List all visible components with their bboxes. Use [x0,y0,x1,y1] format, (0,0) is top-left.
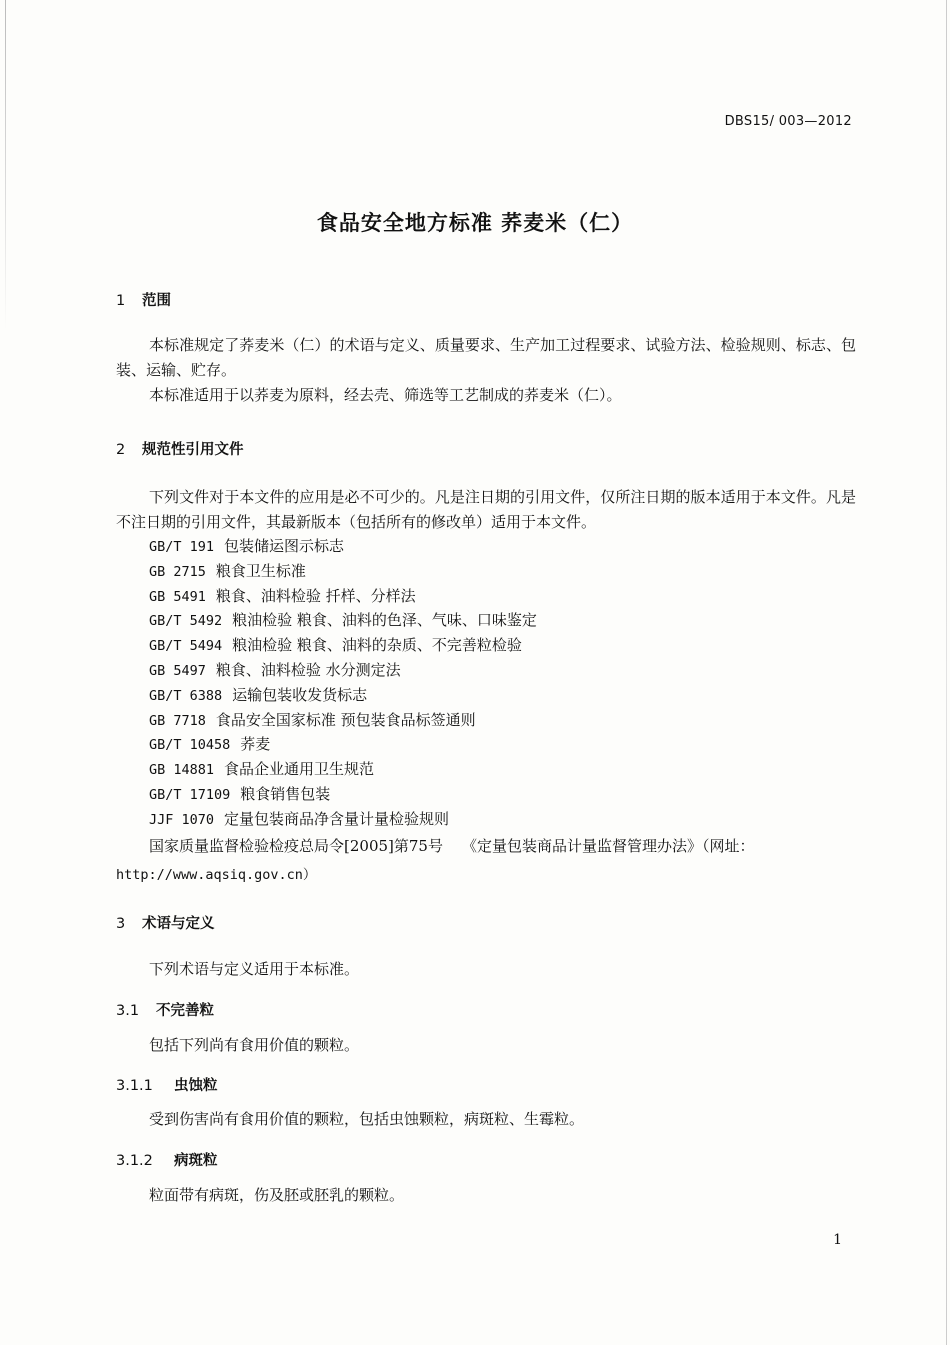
section-1-heading [116,289,171,310]
section-title: 规范性引用文件 [142,442,244,458]
regulation-title: 《定量包装商品计量监督管理办法》（网址： [462,837,755,855]
regulation-order: 国家质量监督检验检疫总局令[2005]第75号 [149,837,443,855]
reference-title: 荞麦 [240,735,271,754]
subsection-3-1-2-text: 粒面带有病斑，伤及胚或胚乳的颗粒。 [149,1186,405,1204]
reference-title: 食品企业通用卫生规范 [224,760,375,779]
reference-code: GB/T 191 [149,539,215,555]
regulation-reference [116,832,856,889]
reference-item [149,658,537,683]
section-title: 术语与定义 [142,916,215,932]
reference-item [149,608,537,633]
subsection-3-1-1-text: 受到伤害尚有食用价值的颗粒，包括虫蚀颗粒，病斑粒、生霉粒。 [149,1110,585,1128]
terms-intro: 下列术语与定义适用于本标准。 [149,960,360,978]
subsection-number: 3.1 [116,1003,140,1019]
reference-code: GB/T 17109 [149,786,231,803]
section-3-heading [116,912,215,933]
section-number: 3 [116,916,126,932]
reference-title: 粮油检验 粮食、油料的色泽、气味、口味鉴定 [232,611,537,630]
section-title: 范围 [142,293,171,309]
subsection-title: 不完善粒 [156,1003,214,1019]
reference-title: 粮食、油料检验 水分测定法 [215,660,401,679]
page-number: 1 [833,1232,842,1248]
reference-title: 粮食销售包装 [240,784,331,803]
reference-item [149,807,537,832]
subsection-3-1-2-heading [116,1149,218,1170]
section-2-heading [116,438,244,459]
standard-number: DBS15/ 003—2012 [724,114,852,129]
reference-list [149,534,537,832]
reference-item [149,757,537,782]
reference-item [149,683,537,708]
reference-title: 粮油检验 粮食、油料的杂质、不完善粒检验 [232,636,522,655]
reference-title: 定量包装商品净含量计量检验规则 [224,809,450,828]
reference-title: 包装储运图示标志 [224,537,345,555]
reference-code: GB/T 6388 [149,687,223,704]
reference-item [149,732,537,757]
reference-item [149,559,537,584]
reference-item [149,633,537,658]
subsection-3-1-heading [116,999,214,1020]
subsection-3-1-text: 包括下列尚有食用价值的颗粒。 [149,1036,360,1054]
reference-title: 粮食卫生标准 [215,561,306,580]
references-intro: 下列文件对于本文件的应用是必不可少的。凡是注日期的引用文件，仅所注日期的版本适用于本文件。凡是不注日期的引用文件，其最新版本（包括所有的修改单）适用于本文件。 [116,488,856,531]
reference-code: GB/T 10458 [149,737,231,754]
reference-item [149,534,537,559]
reference-code: GB 2715 [149,563,206,580]
subsection-title: 病斑粒 [174,1153,218,1169]
reference-code: GB 5497 [149,662,206,679]
reference-item [149,584,537,609]
subsection-3-1-1-heading [116,1074,218,1095]
reference-title: 食品安全国家标准 预包装食品标签通则 [215,710,476,729]
scan-binding-edge [5,0,6,330]
reference-code: GB 5491 [149,588,206,605]
reference-title: 运输包装收发货标志 [232,685,368,704]
subsection-title: 虫蚀粒 [174,1078,218,1094]
reference-item [149,708,537,733]
reference-code: JJF 1070 [149,811,215,828]
reference-code: GB 7718 [149,712,206,729]
section-number: 2 [116,442,126,458]
reference-code: GB 14881 [149,762,215,779]
reference-title: 粮食、油料检验 扦样、分样法 [215,586,416,605]
scan-right-edge [946,0,947,1345]
reference-code: GB/T 5494 [149,638,223,655]
scope-paragraph-2: 本标准适用于以荞麦为原料，经去壳、筛选等工艺制成的荞麦米（仁）。 [149,386,622,404]
reference-item [149,782,537,807]
reference-code: GB/T 5492 [149,613,223,630]
regulation-url: http://www.aqsiq.gov.cn） [116,867,317,883]
subsection-number: 3.1.1 [116,1078,153,1094]
scope-paragraph-1: 本标准规定了荞麦米（仁）的术语与定义、质量要求、生产加工过程要求、试验方法、检验规则、标志、包装、运输、贮存。 [116,336,856,379]
document-title: 食品安全地方标准 荞麦米（仁） [316,211,634,235]
subsection-number: 3.1.2 [116,1153,153,1169]
section-number: 1 [116,293,126,309]
